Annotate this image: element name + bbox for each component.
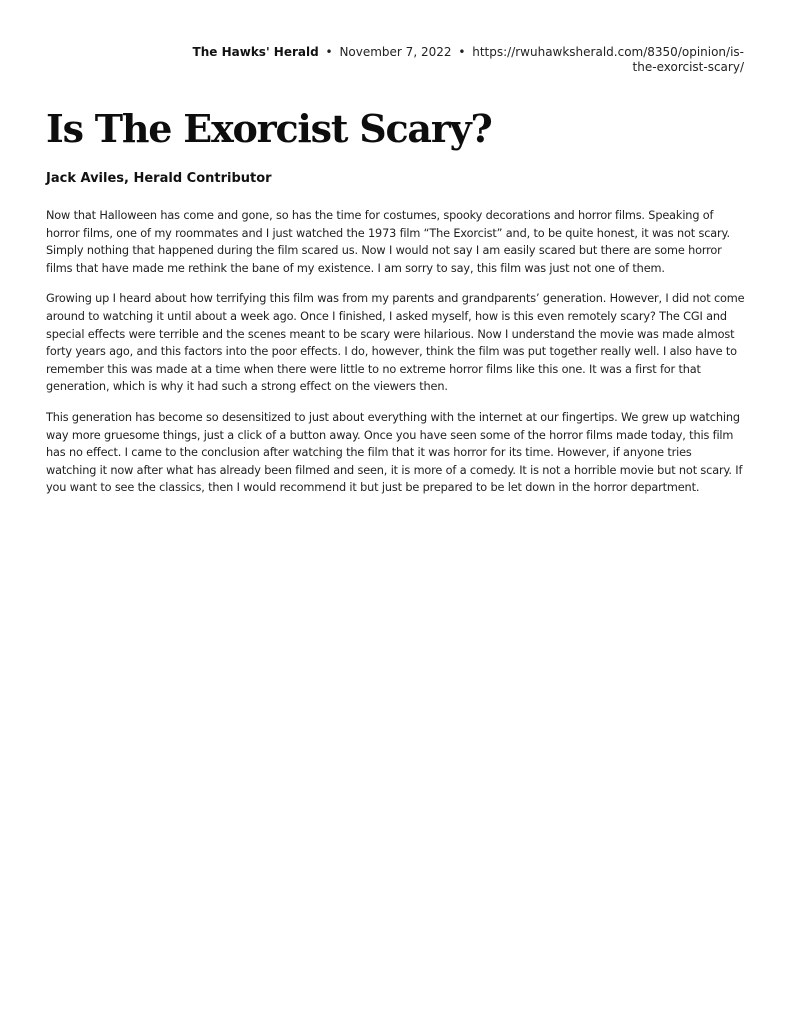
article-body xyxy=(46,207,745,510)
article-meta-line xyxy=(184,45,744,75)
article-byline: Jack Aviles, Herald Contributor xyxy=(46,171,272,186)
article-paragraph: This generation has become so desensitized to just about everything with the internet at our fingertips. We grew up watching way more gruesome things, just a click of a button away. Once you have seen some of the horror films made today, this film has no effect. I came to the conclusion after watching the film that it was horror for its time. However, if anyone tries watching it now after what has already been filmed and seen, it is more of a comedy. It is not a horrible movie but not scary. If you want to see the classics, then I would recommend it but just be prepared to be let down in the horror department. xyxy=(46,410,743,495)
meta-separator: • xyxy=(325,45,333,59)
meta-separator: • xyxy=(458,45,466,59)
publication-name: The Hawks' Herald xyxy=(192,45,319,59)
publish-date: November 7, 2022 xyxy=(339,45,452,59)
article-paragraph: Growing up I heard about how terrifying this film was from my parents and grandparents’ generation. However, I did not come around to watching it until about a week ago. Once I finished, I asked myself, how is this even remotely scary? The CGI and special effects were terrible and the scenes meant to be scary were hilarious. Now I understand the movie was made almost forty years ago, and this factors into the poor effects. I do, however, think the film was put together really well. I also have to remember this was made at a time when there were little to no extreme horror films like this one. It was a first for that generation, which is why it had such a strong effect on the viewers then. xyxy=(46,292,745,394)
article-paragraph: Now that Halloween has come and gone, so has the time for costumes, spooky decorations and horror films. Speaking of horror films, one of my roommates and I just watched the 1973 film “The Exorcist” and, to be quite honest, it was not scary. Simply nothing that happened during the film scared us. Now I would not say I am easily scared but there are some horror films that have made me rethink the bane of my existence. I am sorry to say, this film was just not one of them. xyxy=(46,209,730,275)
article-url: https://rwuhawksherald.com/8350/opinion/is-the-exorcist-scary/ xyxy=(472,45,744,74)
article-title: Is The Exorcist Scary? xyxy=(46,106,492,151)
